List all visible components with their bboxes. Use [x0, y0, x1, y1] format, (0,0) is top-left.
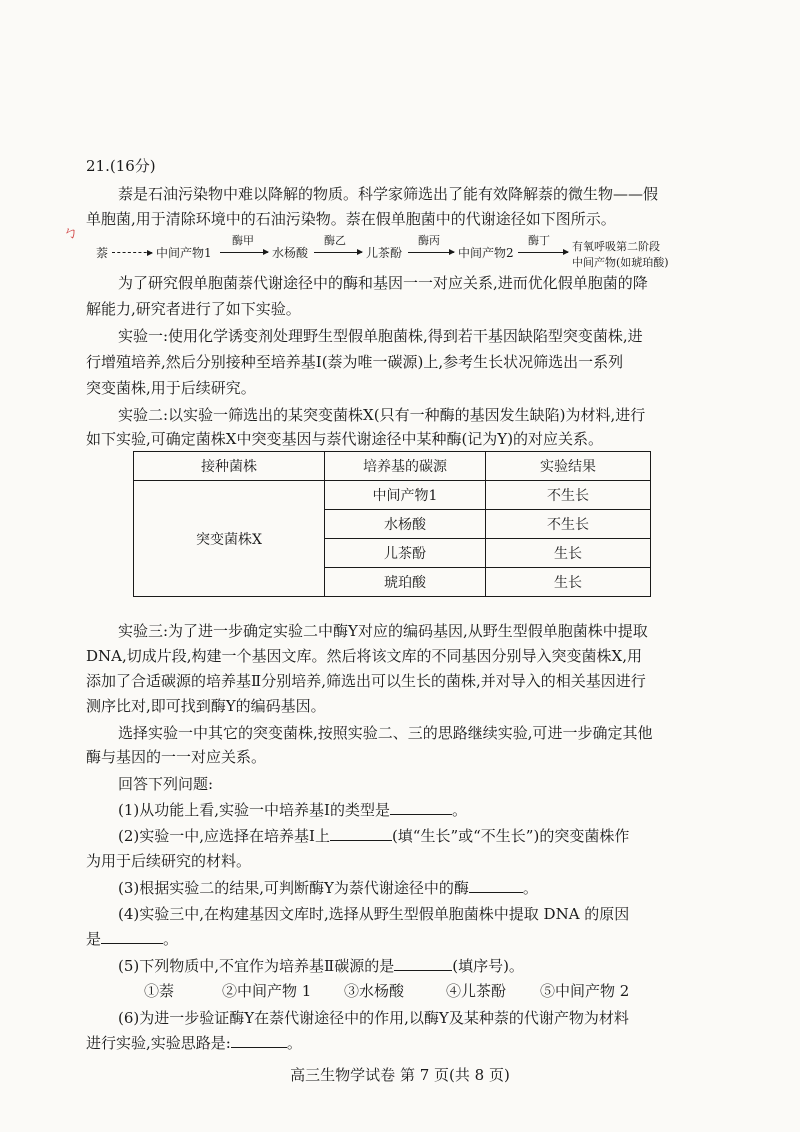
table-header: 培养基的碳源: [325, 452, 486, 481]
table-header: 接种菌株: [134, 452, 325, 481]
question-5-option: ④儿茶酚: [446, 982, 507, 1000]
continue-line-2: 酶与基因的一一对应关系。: [86, 748, 267, 766]
table-cell-result: 不生长: [486, 510, 651, 539]
question-2-line-2: 为用于后续研究的材料。: [86, 852, 252, 870]
experiment-1-line-2: 行增殖培养,然后分别接种至培养基Ⅰ(萘为唯一碳源)上,参考生长状况筛选出一系列: [86, 353, 624, 371]
question-5-option: ②中间产物 1: [222, 982, 312, 1000]
pathway-intermediate-1: 中间产物1: [156, 246, 212, 260]
question-3: [118, 877, 538, 899]
table-cell-result: 不生长: [486, 481, 651, 510]
question-2-hint: (填“生长”或“不生长”)的突变菌株作: [391, 827, 630, 845]
table-cell-carbon: 中间产物1: [325, 481, 486, 510]
experiment-2-line-1: 实验二:以实验一筛选出的某突变菌株X(只有一种酶的基因发生缺陷)为材料,进行: [118, 406, 646, 424]
answer-blank-1[interactable]: [390, 800, 452, 815]
question-3-end: 。: [522, 879, 538, 897]
pathway-enzyme-a: 酶甲: [232, 234, 254, 247]
answer-blank-3[interactable]: [469, 878, 523, 893]
intro-line-1: 萘是石油污染物中难以降解的物质。科学家筛选出了能有效降解萘的微生物——假: [118, 185, 659, 203]
handwritten-margin-mark: ㄅ: [59, 220, 82, 245]
question-5: [118, 955, 524, 977]
question-5-text: (5)下列物质中,不宜作为培养基Ⅱ碳源的是: [118, 957, 395, 975]
table-cell-strain: 突变菌株X: [134, 481, 325, 597]
intro-line-2: 单胞菌,用于清除环境中的石油污染物。萘在假单胞菌中的代谢途径如下图所示。: [86, 210, 616, 228]
table-header: 实验结果: [486, 452, 651, 481]
table-cell-carbon: 水杨酸: [325, 510, 486, 539]
pathway-enzyme-d: 酶丁: [528, 234, 550, 247]
answer-blank-5[interactable]: [394, 956, 452, 971]
question-1-end: 。: [451, 801, 467, 819]
pathway-catechol: 儿茶酚: [366, 246, 403, 260]
experiment-3-line-3: 添加了合适碳源的培养基Ⅱ分别培养,筛选出可以生长的菌株,并对导入的相关基因进行: [86, 672, 646, 690]
table-cell-result: 生长: [486, 568, 651, 597]
question-4-text: 是: [86, 930, 102, 948]
continue-line-1: 选择实验一中其它的突变菌株,按照实验二、三的思路继续实验,可进一步确定其他: [118, 724, 653, 742]
pathway-arrow-1: [220, 252, 268, 253]
page-footer: 高三生物学试卷 第 7 页(共 8 页): [290, 1066, 510, 1084]
answer-prompt: 回答下列问题:: [118, 775, 214, 793]
question-2-text: (2)实验一中,应选择在培养基Ⅰ上: [118, 827, 330, 845]
pathway-enzyme-c: 酶丙: [418, 234, 440, 247]
question-6-text: 进行实验,实验思路是:: [86, 1034, 231, 1052]
question-5-hint: (填序号)。: [452, 957, 524, 975]
table-cell-carbon: 琥珀酸: [325, 568, 486, 597]
pathway-enzyme-b: 酶乙: [324, 234, 346, 247]
experiment-2-line-2: 如下实验,可确定菌株X中突变基因与萘代谢途径中某种酶(记为Y)的对应关系。: [86, 430, 604, 448]
experiment-3-line-1: 实验三:为了进一步确定实验二中酶Y对应的编码基因,从野生型假单胞菌株中提取: [118, 622, 648, 640]
question-4-end: 。: [163, 930, 179, 948]
question-4-line-1: (4)实验三中,在构建基因文库时,选择从野生型假单胞菌株中提取 DNA 的原因: [118, 905, 630, 923]
question-1-text: (1)从功能上看,实验一中培养基Ⅰ的类型是: [118, 801, 390, 819]
experiment-3-line-2: DNA,切成片段,构建一个基因文库。然后将该文库的不同基因分别导入突变菌株X,用: [86, 647, 642, 665]
pathway-intermediate-2: 中间产物2: [458, 246, 514, 260]
question-6-end: 。: [286, 1034, 302, 1052]
table-header-row: [134, 452, 651, 481]
question-number: 21.(16分): [86, 157, 156, 175]
pathway-dashed-arrow: [112, 252, 152, 253]
question-2: [118, 825, 629, 847]
answer-blank-6[interactable]: [231, 1033, 287, 1048]
pathway-arrow-2: [314, 252, 362, 253]
experiment-2-table: [133, 451, 651, 597]
question-6-line-2: [86, 1032, 302, 1054]
question-5-option: ③水杨酸: [344, 982, 405, 1000]
pathway-naphthalene: 萘: [96, 246, 109, 260]
pathway-arrow-4: [518, 252, 568, 253]
experiment-1-line-1: 实验一:使用化学诱变剂处理野生型假单胞菌株,得到若干基因缺陷型突变菌株,进: [118, 327, 643, 345]
question-3-text: (3)根据实验二的结果,可判断酶Y为萘代谢途径中的酶: [118, 879, 469, 897]
table-cell-result: 生长: [486, 539, 651, 568]
question-1: [118, 799, 467, 821]
purpose-line-2: 解能力,研究者进行了如下实验。: [86, 300, 301, 318]
purpose-line-1: 为了研究假单胞菌萘代谢途径中的酶和基因一一对应关系,进而优化假单胞菌的降: [118, 274, 648, 292]
experiment-1-line-3: 突变菌株,用于后续研究。: [86, 379, 256, 397]
naphthalene-pathway-diagram: [96, 232, 696, 269]
pathway-end-line-2: 中间产物(如琥珀酸): [572, 256, 669, 269]
answer-blank-2[interactable]: [330, 826, 392, 841]
question-6-line-1: (6)为进一步验证酶Y在萘代谢途径中的作用,以酶Y及某种萘的代谢产物为材料: [118, 1009, 629, 1027]
question-5-option: ①萘: [144, 982, 175, 1000]
experiment-3-line-4: 测序比对,即可找到酶Y的编码基因。: [86, 697, 326, 715]
pathway-salicylic-acid: 水杨酸: [272, 246, 309, 260]
pathway-arrow-3: [408, 252, 454, 253]
table-cell-carbon: 儿茶酚: [325, 539, 486, 568]
question-4-line-2: [86, 928, 178, 950]
table-row: [134, 481, 651, 510]
answer-blank-4[interactable]: [101, 929, 163, 944]
pathway-end-line-1: 有氧呼吸第二阶段: [572, 240, 660, 253]
question-5-option: ⑤中间产物 2: [540, 982, 630, 1000]
